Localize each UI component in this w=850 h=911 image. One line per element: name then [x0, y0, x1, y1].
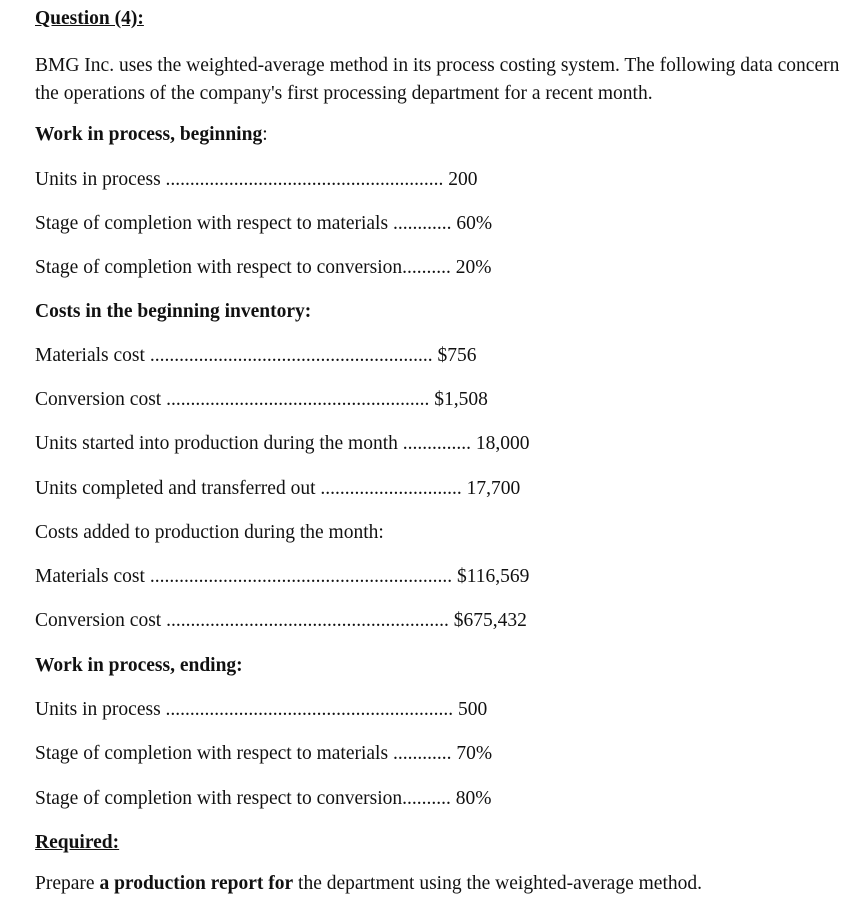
added-conversion-cost-row: Conversion cost .......................................................... $675,432 [35, 610, 527, 631]
wip-begin-units-row: Units in process ......................................................... 200 [35, 169, 478, 190]
wip-begin-materials-row: Stage of completion with respect to materials ............ 60% [35, 213, 493, 234]
added-costs-heading: Costs added to production during the month: [35, 522, 384, 543]
wip-end-units-row: Units in process ........................................................... 500 [35, 699, 488, 720]
question-title: Question (4): [35, 8, 144, 29]
wip-end-heading: Work in process, ending: [35, 655, 243, 676]
added-materials-cost-row: Materials cost .............................................................. $116,569 [35, 566, 530, 587]
wip-end-materials-row: Stage of completion with respect to materials ............ 70% [35, 743, 493, 764]
wip-end-conversion-row: Stage of completion with respect to conversion.......... 80% [35, 788, 492, 809]
required-heading: Required: [35, 832, 120, 853]
required-text: Prepare a production report for the department using the weighted-average method. [35, 873, 702, 894]
wip-begin-conversion-row: Stage of completion with respect to conversion.......... 20% [35, 257, 492, 278]
beginning-costs-heading: Costs in the beginning inventory: [35, 301, 312, 322]
question-intro: BMG Inc. uses the weighted-average method in its process costing system. The following data concern the operations of the company's first processing department for a recent month. [35, 55, 840, 104]
units-started-row: Units started into production during the month .............. 18,000 [35, 433, 530, 454]
beginning-materials-cost-row: Materials cost .......................................................... $756 [35, 345, 477, 366]
wip-begin-heading: Work in process, beginning: [35, 124, 268, 145]
units-completed-row: Units completed and transferred out ............................. 17,700 [35, 478, 521, 499]
beginning-conversion-cost-row: Conversion cost ...................................................... $1,508 [35, 389, 488, 410]
